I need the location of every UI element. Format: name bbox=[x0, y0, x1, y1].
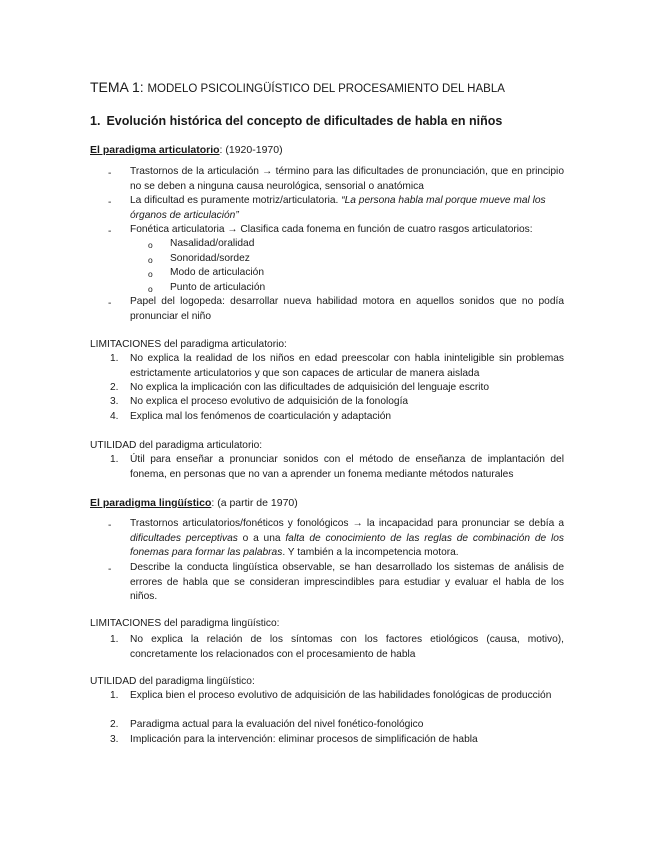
list-item: No explica el proceso evolutivo de adquisición de la fonología bbox=[130, 396, 409, 407]
item-text: La dificultad es puramente motriz/articulatoria. bbox=[130, 195, 342, 206]
sub-bullet: o bbox=[148, 284, 153, 294]
sub-item: Punto de articulación bbox=[170, 282, 266, 293]
item-number: 1. bbox=[110, 690, 119, 701]
item-number: 2. bbox=[110, 382, 119, 393]
item-number: 1. bbox=[110, 353, 119, 364]
item-emphasis: falta de conocimiento de las reglas de combinación de los fonemas para formar las palabras bbox=[130, 532, 564, 558]
topic-number: TEMA 1: bbox=[90, 79, 144, 95]
item-text: o a una bbox=[237, 532, 286, 544]
list-item: Fonética articulatoria → Clasifica cada fonema en función de cuatro rasgos articulatorios: bbox=[130, 224, 533, 235]
topic-name: MODELO PSICOLINGÜÍSTICO DEL PROCESAMIENTO DEL HABLA bbox=[147, 83, 505, 95]
list-item: No explica la implicación con las dificultades de adquisición del lenguaje escrito bbox=[130, 382, 490, 393]
sub-bullet: o bbox=[148, 255, 153, 265]
dash-bullet: - bbox=[108, 226, 112, 237]
item-number: 2. bbox=[110, 719, 119, 730]
paradigm-linguistic-heading bbox=[90, 496, 655, 511]
list-item bbox=[130, 194, 564, 223]
utility-heading: UTILIDAD del paradigma articulatorio: bbox=[90, 440, 263, 451]
item-number: 3. bbox=[110, 396, 119, 407]
sub-item: Sonoridad/sordez bbox=[170, 253, 250, 264]
list-item bbox=[130, 517, 564, 561]
paradigm-dates: : (a partir de 1970) bbox=[211, 497, 298, 509]
item-number: 1. bbox=[110, 634, 119, 645]
dash-bullet: - bbox=[108, 298, 112, 309]
list-item: Paradigma actual para la evaluación del nivel fonético-fonológico bbox=[130, 719, 424, 730]
dash-bullet: - bbox=[108, 520, 112, 531]
item-number: 4. bbox=[110, 411, 119, 422]
sub-item: Nasalidad/oralidad bbox=[170, 238, 255, 249]
item-text: . Y también a la incompetencia motora. bbox=[282, 547, 459, 558]
list-item: No explica la realidad de los niños en edad preescolar con habla ininteligible sin problemas estrictamente articulatorios y que son capaces de articular de manera aislada bbox=[130, 353, 564, 379]
paradigm-name: El paradigma lingüístico bbox=[90, 497, 212, 509]
section-number: 1. bbox=[90, 114, 101, 128]
list-item: No explica la relación de los síntomas con los factores etiológicos (causa, motivo), concretamente los relacionados con el procesamiento de habla bbox=[130, 634, 564, 660]
list-item: Describe la conducta lingüística observable, se han desarrollado los sistemas de análisis de errores de habla que se consideran imprescindibles para estudiar y evaluar el habla de los niños. bbox=[130, 562, 564, 602]
limitations-heading: LIMITACIONES del paradigma lingüístico: bbox=[90, 618, 280, 629]
sub-item: Modo de articulación bbox=[170, 267, 265, 278]
sub-bullet: o bbox=[148, 269, 153, 279]
item-emphasis: dificultades perceptivas bbox=[130, 532, 238, 544]
item-number: 3. bbox=[110, 734, 119, 745]
item-number: 1. bbox=[110, 454, 119, 465]
dash-bullet: - bbox=[108, 197, 112, 208]
list-item: Papel del logopeda: desarrollar nueva habilidad motora en aquellos sonidos que no podía pronunciar el niño bbox=[130, 296, 564, 322]
paradigm-articulatory-heading bbox=[90, 143, 655, 158]
topic-title bbox=[90, 78, 655, 98]
list-item: Explica mal los fenómenos de coarticulación y adaptación bbox=[130, 411, 392, 422]
list-item: Implicación para la intervención: eliminar procesos de simplificación de habla bbox=[130, 734, 478, 745]
list-item: Explica bien el proceso evolutivo de adquisición de las habilidades fonológicas de producción bbox=[130, 690, 552, 701]
section-title: Evolución histórica del concepto de dificultades de habla en niños bbox=[106, 114, 503, 128]
dash-bullet: - bbox=[108, 564, 112, 575]
sub-bullet: o bbox=[148, 240, 153, 250]
dash-bullet: - bbox=[108, 168, 112, 179]
limitations-heading: LIMITACIONES del paradigma articulatorio: bbox=[90, 339, 287, 350]
paradigm-name: El paradigma articulatorio bbox=[90, 144, 220, 156]
utility-heading: UTILIDAD del paradigma lingüístico: bbox=[90, 676, 255, 687]
list-item: Trastornos de la articulación → término para las dificultades de pronunciación, que en principio no se deben a ninguna causa neurológica, sensorial o anatómica bbox=[130, 166, 564, 192]
section-heading bbox=[90, 113, 655, 129]
item-text: Trastornos articulatorios/fonéticos y fonológicos → la incapacidad para pronunciar se debía a bbox=[130, 518, 564, 529]
item-quote: “La persona habla mal porque mueve mal los órganos de articulación” bbox=[130, 195, 546, 221]
paradigm-dates: : (1920-1970) bbox=[219, 144, 283, 156]
list-item: Útil para enseñar a pronunciar sonidos con el método de enseñanza de implantación del fonema, en personas que no van a aprender un fonema mediante métodos naturales bbox=[130, 454, 564, 480]
